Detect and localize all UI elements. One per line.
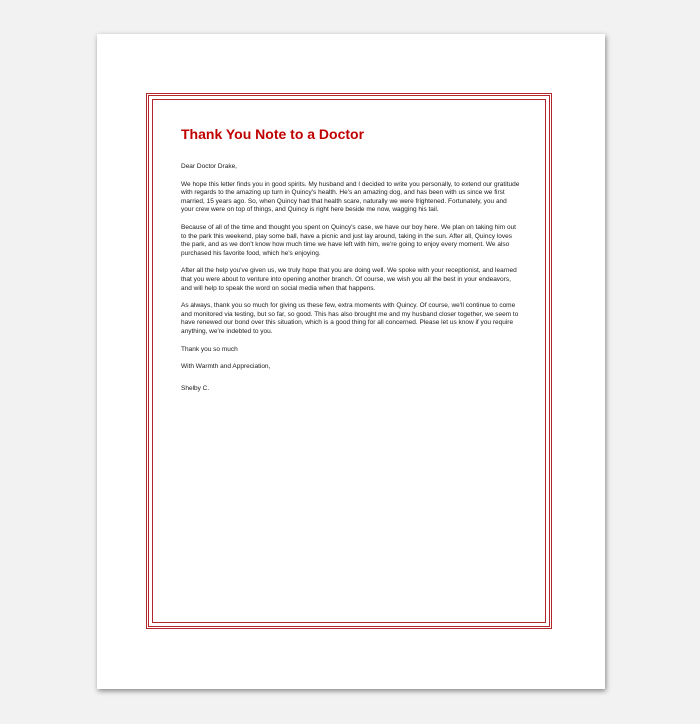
paragraph-2: Because of all of the time and thought you spent on Quincy's case, we have our boy here. We plan on taking him out to the park this weekend, play some ball, have a picnic and just lay around, taking in the sun. After all, Quincy loves the park, and as we don't know how much time we have left with him, we're going to enjoy every moment. We also purchased his favorite food, which he's enjoying.: [181, 223, 516, 257]
paragraph-4: As always, thank you so much for giving us these few, extra moments with Quincy. Of course, we'll continue to come and monitored via testing, but so far, so good. This has also brought me and my husband closer together, we seem to have renewed our bond over this situation, which is a good thing for all concerned. Please let us know if you require anything, we're indebted to you.: [181, 302, 519, 335]
salutation: Dear Doctor Drake,: [181, 163, 237, 170]
paragraph-3: After all the help you've given us, we truly hope that you are doing well. We spoke with your receptionist, and learned that you were about to venture into opening another branch. Of course, we wish you all the best in your endeavors, and will help to speak the word on social media when that happens.: [181, 267, 517, 292]
letter-title: Thank You Note to a Doctor: [181, 126, 365, 142]
letter-body: [181, 126, 521, 402]
document-page: [97, 34, 605, 689]
thanks-line: Thank you so much: [181, 345, 238, 353]
signature: Shelby C.: [181, 384, 210, 392]
closing: With Warmth and Appreciation,: [181, 363, 271, 371]
paragraph-1: We hope this letter finds you in good spirits. My husband and I decided to write you personally, to extend our gratitude with regards to the amazing up turn in Quincy's health. He's an amazing dog, and has been with us since we first married, 15 years ago. So, when Quincy had that health scare, naturally we were frightened. Fortunately, you and your crew were on top of things, and Quincy is right here beside me now, wagging his tail.: [181, 180, 520, 214]
